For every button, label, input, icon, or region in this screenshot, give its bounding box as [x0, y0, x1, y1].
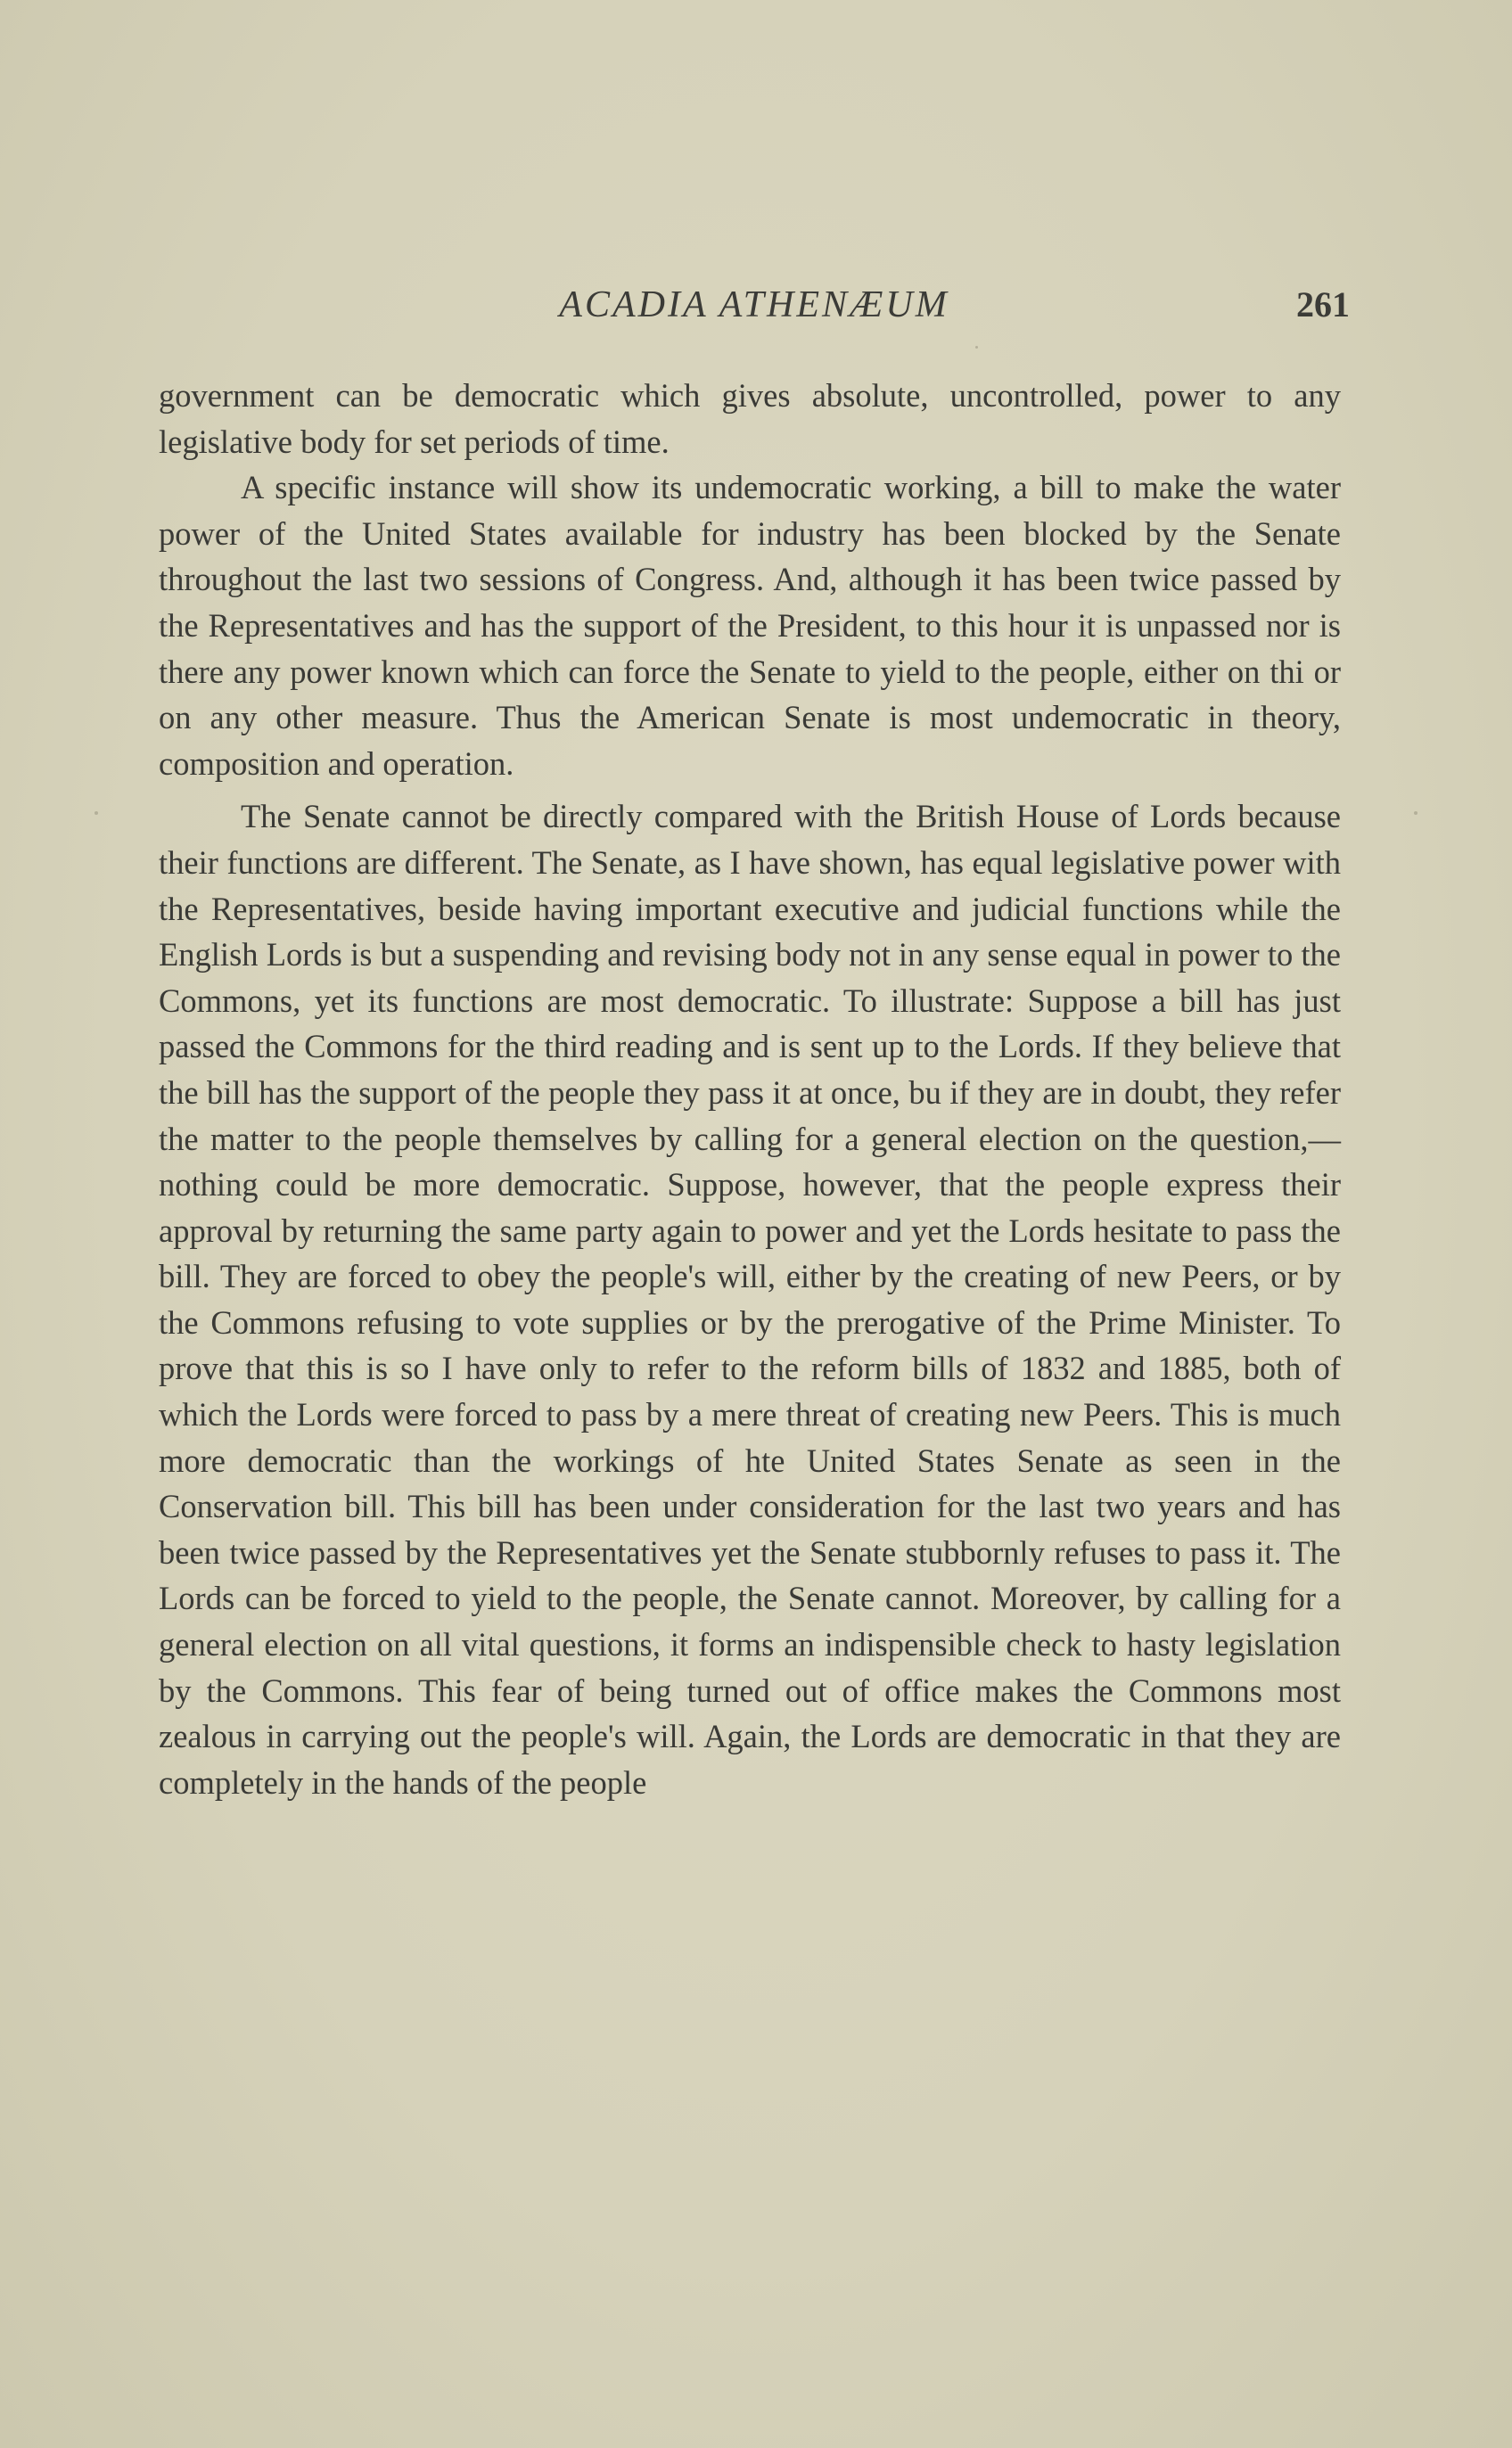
paper-speck [94, 811, 98, 815]
paper-speck [975, 346, 978, 349]
running-title: ACADIA ATHENÆUM [559, 284, 949, 325]
paragraph-specific-instance: A specific instance will show its undemocratic working, a bill to make the water power of the United States available for industry has been blocked by the Senate throughout the last two sessions of Congress. And, although it has been twice passed by the Representatives and has the support of the President, to this hour it is unpassed nor is there any power known which can force the Senate to yield to the people, either on thi or on any other measure. Thus the American Senate is most undemocratic in theory, composition and operation. [159, 469, 1341, 782]
page-header [159, 283, 1350, 333]
body-text [159, 373, 1341, 1805]
paragraph-continuation: government can be democratic which gives absolute, uncontrolled, power to any legislative body for set periods of time. [159, 377, 1341, 460]
page-number: 261 [1296, 284, 1350, 324]
paragraph-house-of-lords: The Senate cannot be directly compared with the British House of Lords because their functions are different. The Senate, as I have shown, has equal legislative power with the Representatives, beside having important executive and judicial functions while the English Lords is but a suspending and revising body not in any sense equal in power to the Commons, yet its functions are most democratic. To illustrate: Suppose a bill has just passed the Commons for the third reading and is sent up to the Lords. If they believe that the bill has the support of the people they pass it at once, bu if they are in doubt, they refer the matter to the people themselves by calling for a general election on the question,—nothing could be more democratic. Suppose, however, that the people express their approval by returning the same party again to power and yet the Lords hesitate to pass the bill. They are forced to obey the people's will, either by the creating of new Peers, or by the Commons refusing to vote supplies or by the prerogative of the Prime Minister. To prove that this is so I have only to refer to the reform bills of 1832 and 1885, both of which the Lords were forced to pass by a mere threat of creating new Peers. This is much more democratic than the workings of hte United States Senate as seen in the Conservation bill. This bill has been under consideration for the last two years and has been twice passed by the Representatives yet the Senate stubbornly refuses to pass it. The Lords can be forced to yield to the people, the Senate cannot. Moreover, by calling for a general election on all vital questions, it forms an indispensible check to hasty legislation by the Commons. This fear of being turned out of office makes the Commons most zealous in carrying out the people's will. Again, the Lords are democratic in that they are completely in the hands of the people [159, 798, 1341, 1801]
paper-speck [1414, 811, 1418, 815]
